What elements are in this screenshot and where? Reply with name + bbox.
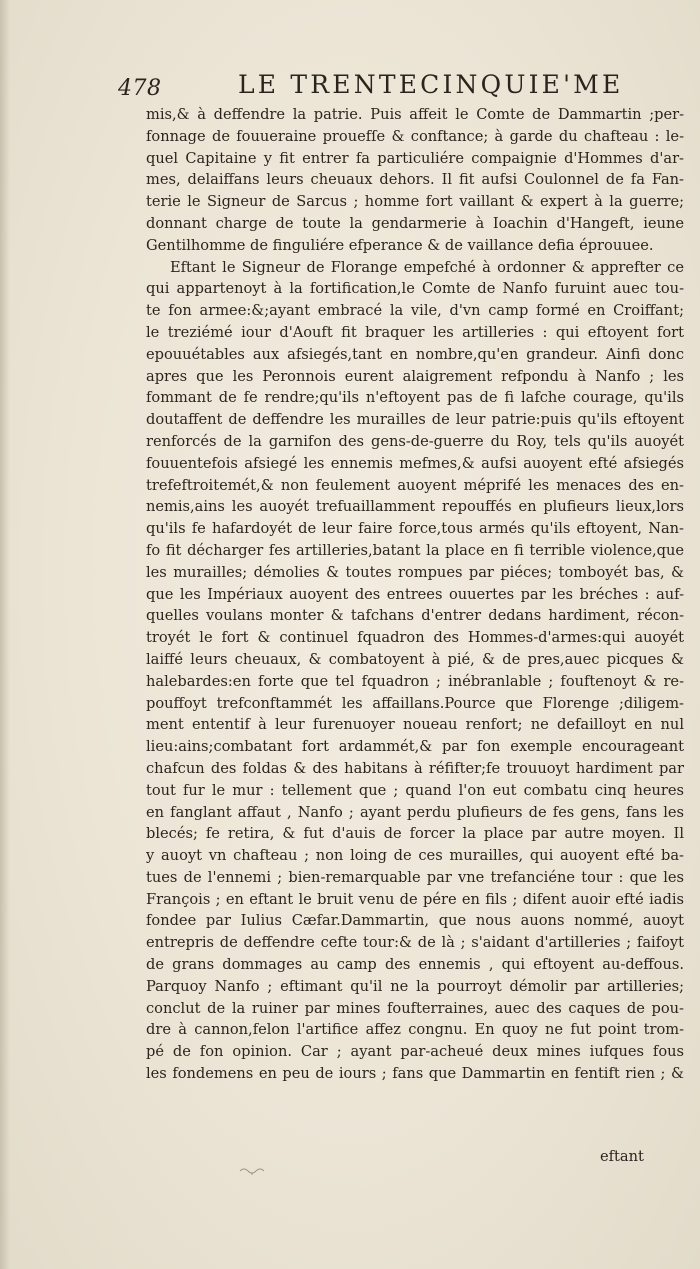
text-line: fo fit décharger fes artilleries,batant la place en fi terrible violence,que xyxy=(146,541,684,559)
text-line: fonnage de fouueraine prouefſe & conftance; à garde du chafteau : le- xyxy=(146,127,684,145)
text-line: fouuentefois afsiegé les ennemis mefmes,& aufsi auoyent efté afsiegés xyxy=(146,454,684,472)
page-number: 478 xyxy=(118,76,162,101)
text-line: renforcés de la garnifon des gens-de-guerre du Roy, tels qu'ils auoyét xyxy=(146,432,684,450)
text-line: terie le Signeur de Sarcus ; homme fort vaillant & expert à la guerre; xyxy=(146,193,684,211)
text-line: Gentilhomme de finguliére efperance & de vaillance defia éprouuee. xyxy=(146,236,654,254)
text-line: ment ententif à leur furenuoyer noueau renfort; ne defailloyt en nul xyxy=(146,716,684,734)
text-line: lieu:ains;combatant fort ardammét,& par fon exemple encourageant xyxy=(146,738,684,756)
text-line: epouuétables aux afsiegés,tant en nombre,qu'en grandeur. Ainfi donc xyxy=(146,345,684,363)
text-line: quelles voulans monter & tafchans d'entrer dedans hardiment, récon- xyxy=(146,607,684,625)
text-line: doutaffent de deffendre les murailles de leur patrie:puis qu'ils eftoyent xyxy=(146,411,684,429)
text-line: qui appartenoyt à la fortification,le Comte de Nanfo furuint auec tou- xyxy=(146,280,684,298)
page-header xyxy=(118,66,688,106)
text-line: entrepris de deffendre cefte tour:& de là ; s'aidant d'artilleries ; faifoyt xyxy=(146,934,684,952)
text-line: François ; en eftant le bruit venu de pére en fils ; difent auoir efté iadis xyxy=(146,890,684,908)
text-line: halebardes:en forte que tel fquadron ; inébranlable ; fouftenoyt & re- xyxy=(146,672,684,690)
text-line: conclut de la ruiner par mines foufterraines, auec des caques de pou- xyxy=(146,999,684,1017)
text-line: tout fur le mur : tellement que ; quand l'on eut combatu cinq heures xyxy=(146,781,684,799)
text-line: y auoyt vn chafteau ; non loing de ces murailles, qui auoyent efté ba- xyxy=(146,847,684,865)
text-line: pouffoyt trefconftammét les affaillans.Pource que Florenge ;diligem- xyxy=(146,694,684,712)
text-line: de grans dommages au camp des ennemis , qui eftoyent au-deffous. xyxy=(146,956,684,974)
text-line: les murailles; démolies & toutes rompues par piéces; tomboyét bas, & xyxy=(146,563,684,581)
text-line: Eftant le Signeur de Florange empefché à ordonner & apprefter ce xyxy=(170,258,684,276)
text-line: tues de l'ennemi ; bien-remarquable par vne trefanciéne tour : que les xyxy=(146,868,684,886)
text-line: nemis,ains les auoyét trefuaillamment repouffés en plufieurs lieux,lors xyxy=(146,498,684,516)
text-line: pé de fon opinion. Car ; ayant par-acheué deux mines iufques fous xyxy=(146,1043,684,1061)
text-line: que les Impériaux auoyent des entrees ouuertes par les bréches : auf- xyxy=(146,585,684,603)
text-line: apres que les Peronnois eurent alaigrement refpondu à Nanfo ; les xyxy=(146,367,684,385)
text-line: donnant charge de toute la gendarmerie à Ioachin d'Hangeft, ieune xyxy=(146,214,684,232)
text-line: trefeftroitemét,& non feulement auoyent méprifé les menaces des en- xyxy=(146,476,684,494)
text-line: les fondemens en peu de iours ; fans que Dammartin en fentift rien ; & xyxy=(146,1065,684,1083)
text-line: dre à cannon,felon l'artifice affez congnu. En quoy ne fut point trom- xyxy=(146,1021,684,1039)
text-line: en fanglant affaut , Nanfo ; ayant perdu plufieurs de fes gens, fans les xyxy=(146,803,684,821)
text-line: quel Capitaine y fit entrer fa particuliére compaignie d'Hommes d'ar- xyxy=(146,149,684,167)
text-line: mis,& à deffendre la patrie. Puis affeit le Comte de Dammartin ;per- xyxy=(146,106,684,123)
body-text xyxy=(146,104,684,1085)
text-line: qu'ils fe hafardoyét de leur faire force,tous armés qu'ils eftoyent, Nan- xyxy=(146,520,684,538)
text-line: te fon armee:&;ayant embracé la vile, d'vn camp formé en Croiffant; xyxy=(146,302,684,320)
text-line: mes, delaiffans leurs cheuaux dehors. Il fit aufsi Coulonnel de fa Fan- xyxy=(146,171,684,189)
text-line: Parquoy Nanfo ; eftimant qu'il ne la pourroyt démolir par artilleries; xyxy=(146,977,684,995)
running-head: LE TRENTECINQUIE'ME xyxy=(238,70,624,99)
text-line: blecés; fe retira, & fut d'auis de forcer la place par autre moyen. Il xyxy=(146,825,684,843)
page-gutter-shadow xyxy=(0,0,10,1269)
text-line: le treziémé iour d'Aouft fit braquer les artilleries : qui eftoyent fort xyxy=(146,323,684,341)
catchword: eftant xyxy=(600,1148,644,1165)
text-line: troyét le fort & continuel fquadron des Hommes-d'armes:qui auoyét xyxy=(146,629,684,647)
text-line: chafcun des foldas & des habitans à réfifter;fe trouuoyt hardiment par xyxy=(146,759,684,777)
text-line: fommant de fe rendre;qu'ils n'eftoyent pas de fi lafche courage, qu'ils xyxy=(146,389,684,407)
text-line: fondee par Iulius Cæfar.Dammartin, que nous auons nommé, auoyt xyxy=(146,912,684,930)
text-line: laiffé leurs cheuaux, & combatoyent à pié, & de pres,auec picques & xyxy=(146,650,684,668)
printer-ornament-mark xyxy=(238,1166,268,1176)
